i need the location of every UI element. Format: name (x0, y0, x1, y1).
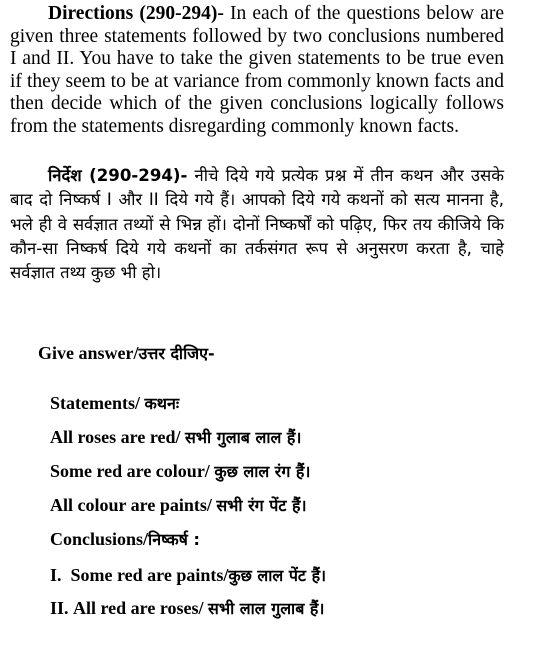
directions-english (10, 3, 504, 139)
give-answer: Give answer/उत्तर दीजिए- (38, 343, 215, 363)
directions-label: Directions (290-294)- (48, 3, 224, 24)
conclusion-2: II. All red are roses/ सभी लाल गुलाब हैं। (50, 598, 325, 618)
statement-1: All roses are red/ सभी गुलाब लाल हैं। (50, 427, 302, 447)
directions-hindi-label: निर्देश (290-294)- (48, 166, 188, 185)
directions-hindi (10, 164, 504, 285)
statement-2: Some red are colour/ कुछ लाल रंग हैं। (50, 461, 311, 481)
conclusion-1: I. Some red are paints/कुछ लाल पेंट हैं। (50, 565, 327, 585)
statements-heading: Statements/ कथनः (50, 393, 180, 413)
conclusions-heading: Conclusions/निष्कर्ष : (50, 529, 200, 549)
statement-3: All colour are paints/ सभी रंग पेंट हैं। (50, 495, 307, 515)
directions-text: In each of the questions below are given three statements followed by two conclusions numbered I and II. You have to take the given statements to be true even if they seem to be at variance from commonly known facts and then decide which of the given conclusions logically follows from the statements disregarding commonly known facts. (10, 3, 504, 137)
directions-hindi-text: नीचे दिये गये प्रत्येक प्रश्न में तीन कथन और उसके बाद दो निष्कर्ष I और II दिये गये हैं। आपको दिये गये कथनों को सत्य मानना है, भले ही वे सर्वज्ञात तथ्यों से भिन्न हों। दोनों निष्कर्षों को पढ़िए, फिर तय कीजिये कि कौन-सा निष्कर्ष दिये गये कथनों का तर्कसंगत रूप से अनुसरण करता है, चाहे सर्वज्ञात तथ्य कुछ भी हो। (10, 166, 504, 283)
